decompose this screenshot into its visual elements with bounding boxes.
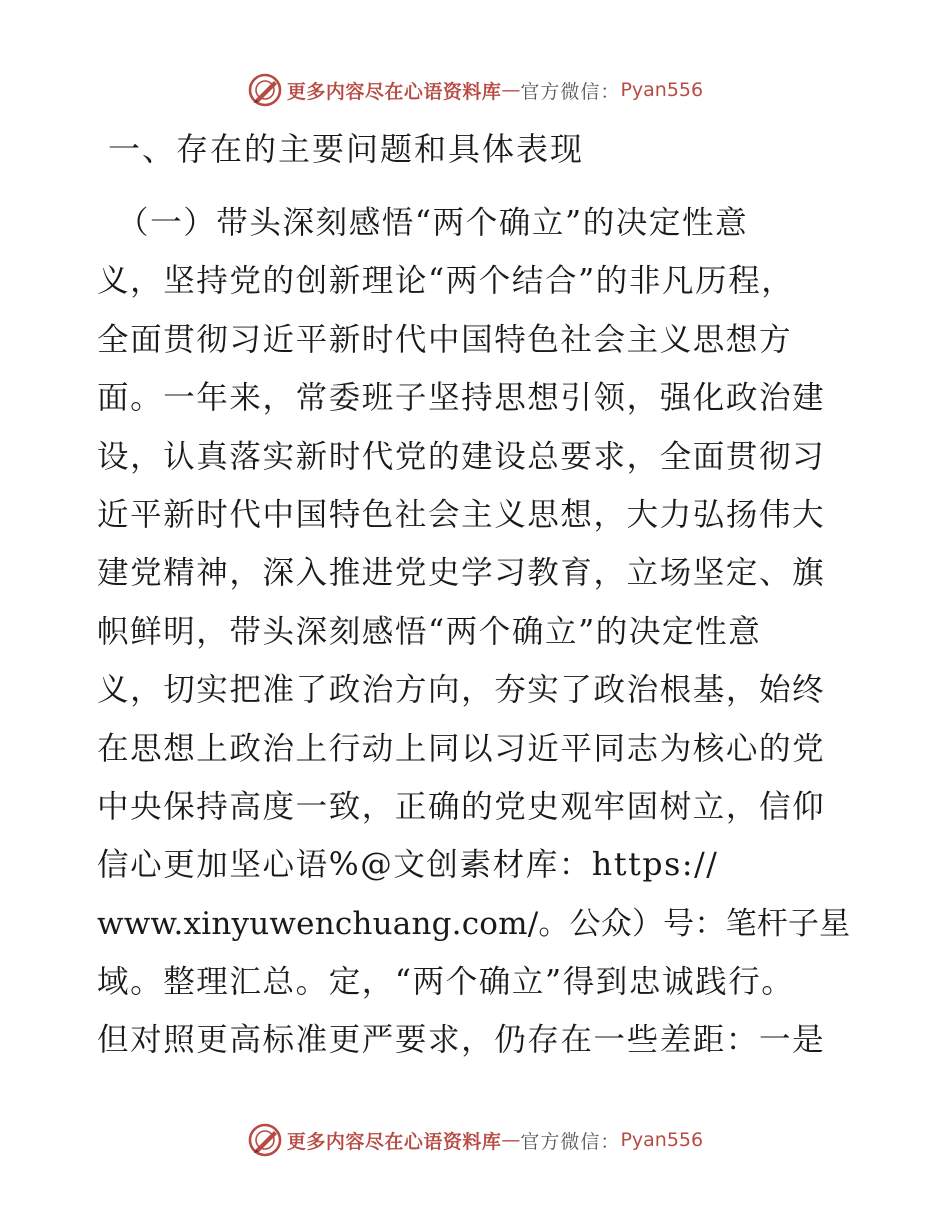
- paragraph-line: 信心更加坚心语%@文创素材库：https://: [97, 847, 719, 884]
- paragraph-line: 建党精神，深入推进党史学习教育，立场坚定、旗: [97, 555, 826, 592]
- pen-logo-icon: [247, 72, 283, 108]
- watermark-wechat-label: 官方微信：: [520, 80, 621, 103]
- pen-logo-icon: [247, 1122, 283, 1158]
- paragraph-line: 中央保持高度一致，正确的党史观牢固树立，信仰: [97, 788, 826, 825]
- watermark-wechat-id: Pyan556: [620, 1129, 704, 1151]
- paragraph-line: 义，坚持党的创新理论“两个结合”的非凡历程，: [97, 263, 795, 300]
- paragraph-line: 近平新时代中国特色社会主义思想，大力弘扬伟大: [97, 496, 826, 533]
- watermark-banner-bottom: [0, 1118, 950, 1162]
- watermark-separator: —: [501, 1129, 521, 1151]
- section-heading: 一、存在的主要问题和具体表现: [108, 130, 585, 168]
- paragraph-line: 设，认真落实新时代党的建设总要求，全面贯彻习: [97, 438, 826, 475]
- paragraph-line: 面。一年来，常委班子坚持思想引领，强化政治建: [97, 380, 826, 417]
- watermark-main-text: 更多内容尽在心语资料库: [286, 80, 502, 103]
- watermark-main-text: 更多内容尽在心语资料库: [286, 1130, 502, 1153]
- paragraph-line: 在思想上政治上行动上同以习近平同志为核心的党: [97, 730, 826, 767]
- paragraph-line: 帜鲜明，带头深刻感悟“两个确立”的决定性意: [97, 613, 762, 650]
- paragraph-line: 域。整理汇总。定，“两个确立”得到忠诚践行。: [97, 964, 795, 1001]
- watermark-wechat-label: 官方微信：: [520, 1130, 621, 1153]
- watermark-separator: —: [501, 79, 521, 101]
- paragraph-line: 义，切实把准了政治方向，夯实了政治根基，始终: [97, 672, 826, 709]
- paragraph-line: www.xinyuwenchuang.com/。公众）号：笔杆子星: [97, 905, 851, 942]
- body-paragraph: [97, 194, 857, 1070]
- paragraph-line: 但对照更高标准更严要求，仍存在一些差距：一是: [97, 1022, 826, 1059]
- paragraph-line: （一）带头深刻感悟“两个确立”的决定性意: [117, 205, 749, 241]
- paragraph-line: 全面贯彻习近平新时代中国特色社会主义思想方: [97, 321, 793, 358]
- watermark-banner-top: [0, 68, 950, 112]
- watermark-wechat-id: Pyan556: [620, 79, 704, 101]
